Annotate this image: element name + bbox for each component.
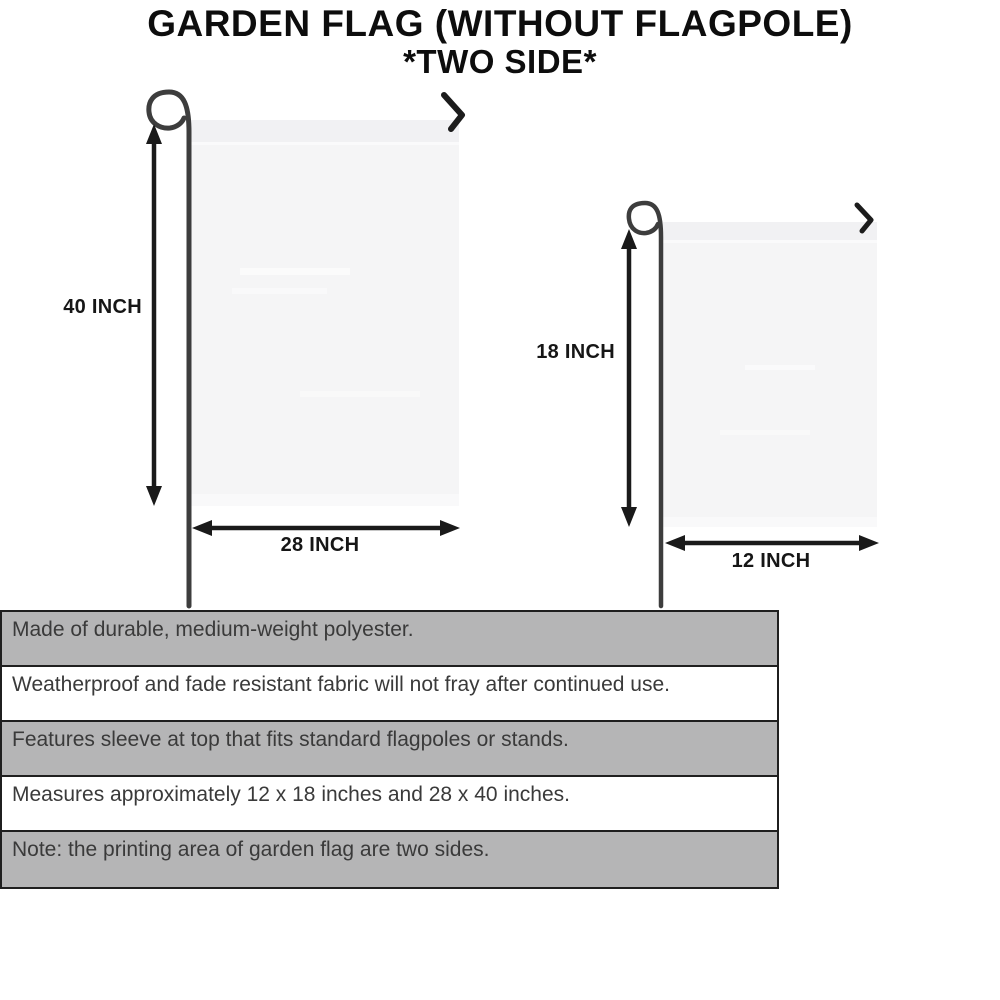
small-flag-width-label: 12 INCH	[731, 550, 811, 572]
large-flag-hem	[191, 494, 459, 506]
large-flag-diagram	[146, 92, 462, 606]
fabric-highlight	[745, 365, 815, 370]
small-flag-sleeve	[663, 222, 877, 240]
large-flag	[191, 120, 459, 506]
spec-row-material: Made of durable, medium-weight polyester.	[2, 612, 777, 667]
spec-table	[0, 610, 779, 889]
small-flag-sleeve-seam	[663, 240, 877, 243]
small-flag-hem	[663, 517, 877, 527]
large-flag-width-label: 28 INCH	[280, 534, 360, 556]
large-flag-sleeve-seam	[191, 142, 459, 145]
fabric-highlight	[240, 268, 350, 275]
fabric-highlight	[300, 391, 420, 397]
small-height-arrow	[621, 229, 637, 527]
small-width-arrow	[665, 535, 879, 551]
spec-row-measures: Measures approximately 12 x 18 inches and 28 x 40 inches.	[2, 777, 777, 832]
small-flagpole-icon	[629, 203, 661, 606]
title-line2: *TWO SIDE*	[403, 43, 597, 80]
spec-row-note: Note: the printing area of garden flag are two sides.	[2, 832, 777, 887]
title-line1: GARDEN FLAG (WITHOUT FLAGPOLE)	[147, 3, 853, 44]
fabric-highlight	[232, 288, 327, 294]
large-height-arrow	[146, 124, 162, 506]
spec-row-sleeve: Features sleeve at top that fits standard flagpoles or stands.	[2, 722, 777, 777]
spec-row-weatherproof: Weatherproof and fade resistant fabric will not fray after continued use.	[2, 667, 777, 722]
fabric-highlight	[720, 430, 810, 435]
small-flag-height-label: 18 INCH	[536, 341, 615, 363]
large-flag-height-label: 40 INCH	[63, 296, 142, 318]
small-flag	[663, 222, 877, 527]
small-flag-diagram	[621, 203, 879, 606]
large-flag-sleeve	[191, 120, 459, 142]
